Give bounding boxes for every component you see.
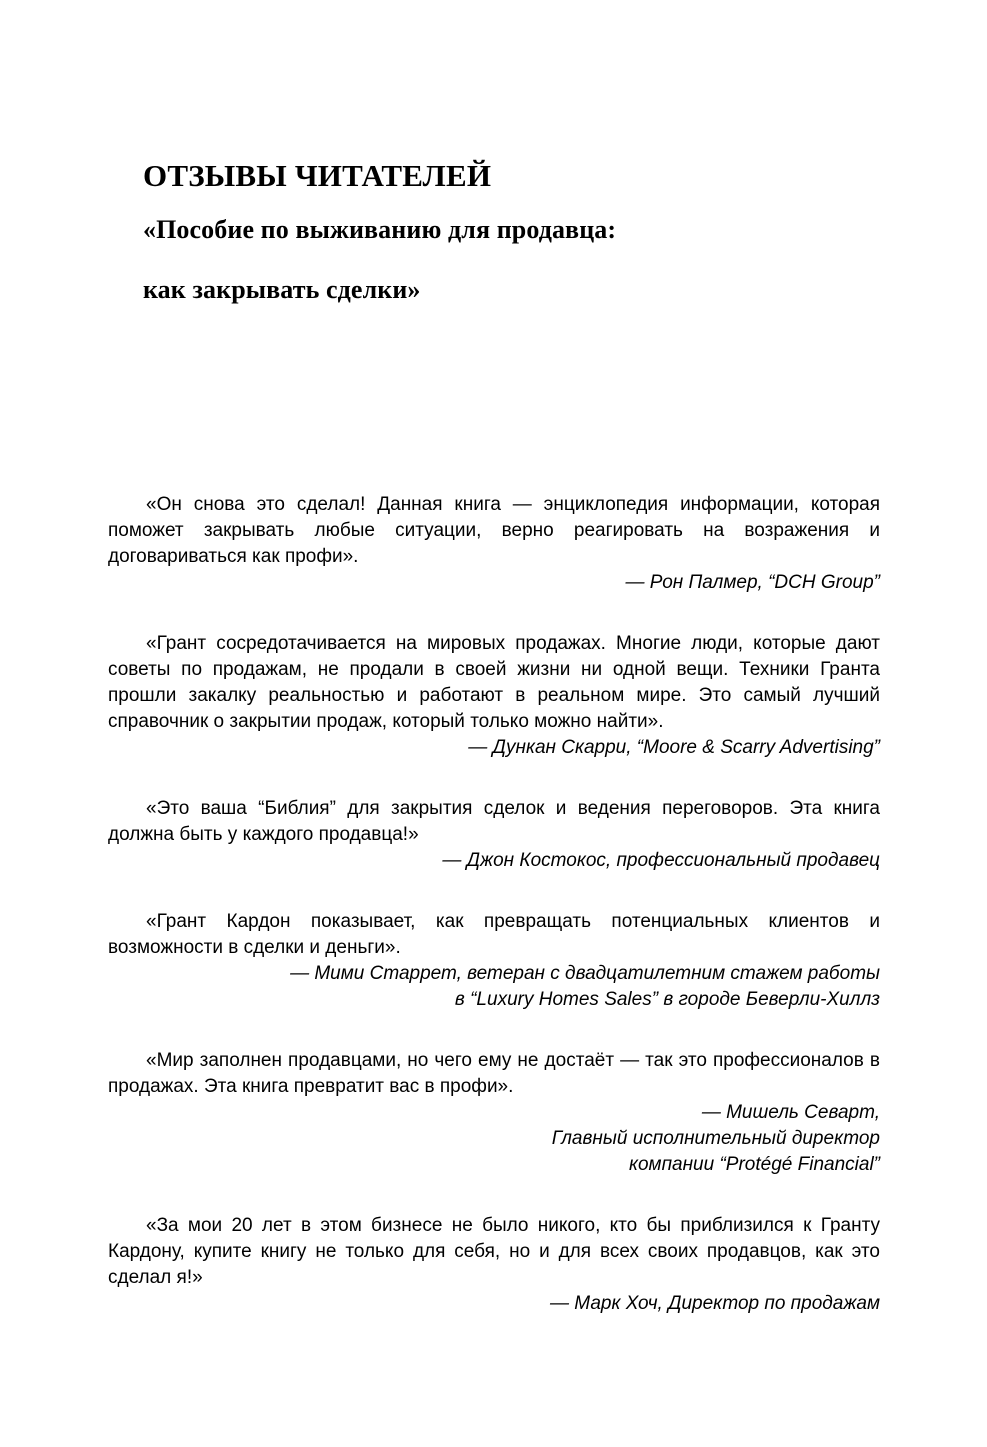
attribution-line: — Марк Хоч, Директор по продажам [550,1293,880,1314]
book-title-line-2: как закрывать сделки» [143,275,421,304]
testimonial-item [108,492,880,596]
attribution-line: — Дункан Скарри, “Moore & Scarry Advertising” [468,737,880,758]
testimonial-attribution [108,1291,880,1317]
attribution-line: Главный исполнительный директор [551,1128,880,1149]
page-content [108,0,880,1317]
testimonial-item [108,1048,880,1178]
book-title-line-1: «Пособие по выживанию для продавца: [143,215,617,244]
testimonial-attribution [108,961,880,1013]
testimonial-attribution [108,570,880,596]
testimonial-item [108,631,880,761]
testimonial-attribution [108,848,880,874]
testimonial-text: «Мир заполнен продавцами, но чего ему не достаёт — так это профессионалов в продажах. Эта книга превратит вас в профи». [108,1050,880,1097]
attribution-line: — Мишель Севарт, [701,1102,880,1123]
testimonial-attribution [108,1100,880,1178]
attribution-line: — Джон Костокос, профессиональный продавец [442,850,880,871]
page-title: ОТЗЫВЫ ЧИТАТЕЛЕЙ [143,158,492,193]
attribution-line: — Мими Старрет, ветеран с двадцатилетним стажем работы [290,963,880,984]
testimonial-item [108,796,880,874]
testimonial-item [108,1213,880,1317]
testimonial-text: «Грант Кардон показывает, как превращать потенциальных клиентов и возможности в сделки и деньги». [108,911,880,958]
testimonial-text: «За мои 20 лет в этом бизнесе не было никого, кто бы приблизился к Гранту Кардону, купите книгу не только для себя, но и для всех своих продавцов, как это сделал я!» [108,1215,880,1288]
attribution-line: в “Luxury Homes Sales” в городе Беверли-Хиллз [454,989,880,1010]
testimonial-text: «Грант сосредотачивается на мировых продажах. Многие люди, которые дают советы по продажам, не продали в своей жизни ни одной вещи. Техники Гранта прошли закалку реальностью и работают в реальном мире. Это самый лучший справочник о закрытии продаж, который только можно найти». [108,633,880,732]
testimonial-item [108,909,880,1013]
heading-block [108,0,880,320]
testimonial-attribution [108,735,880,761]
testimonials-list [108,492,880,1317]
testimonial-text: «Он снова это сделал! Данная книга — энциклопедия информации, которая поможет закрывать любые ситуации, верно реагировать на возражения и договариваться как профи». [108,494,880,567]
book-title-subtitle [143,200,880,320]
attribution-line: — Рон Палмер, “DCH Group” [625,572,880,593]
testimonial-text: «Это ваша “Библия” для закрытия сделок и ведения переговоров. Эта книга должна быть у каждого продавца!» [108,798,880,845]
attribution-line: компании “Protégé Financial” [629,1154,880,1175]
